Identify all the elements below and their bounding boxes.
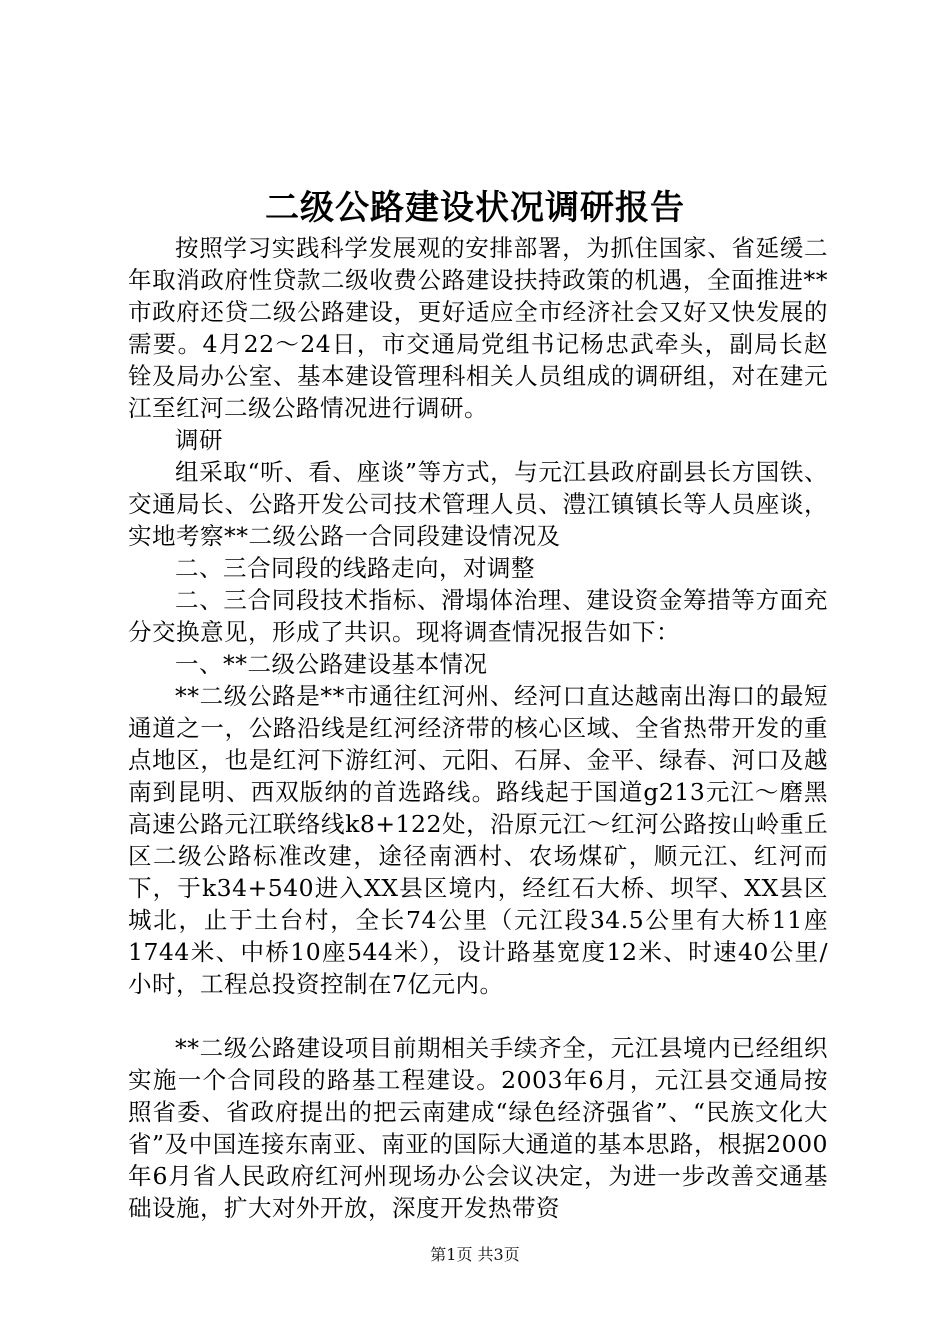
- paragraph-research-method: 组采取“听、看、座谈”等方式，与元江县政府副县长方国铁、交通局长、公路开发公司技术管理人员、澧江镇镇长等人员座谈，实地考察**二级公路一合同段建设情况及: [128, 458, 828, 550]
- paragraph-section-two-route: 二、三合同段的线路走向，对调整: [175, 554, 535, 582]
- document-title: 二级公路建设状况调研报告: [265, 188, 685, 228]
- document-body: [128, 232, 828, 1224]
- paragraph-section-two-indicators: 二、三合同段技术指标、滑塌体治理、建设资金筹措等方面充分交换意见，形成了共识。现将调查情况报告如下：: [128, 586, 828, 646]
- paragraph-road-description: **二级公路是**市通往红河州、经河口直达越南出海口的最短通道之一，公路沿线是红河经济带的核心区域、全省热带开发的重点地区，也是红河下游红河、元阳、石屏、金平、绿春、河口及越南到昆明、西双版纳的首选路线。路线起于国道g213元江～磨黑高速公路元江联络线k8+122处，沿原元江～红河公路按山岭重丘区二级公路标准改建，途径南洒村、农场煤矿，顺元江、红河而下，于k34+540进入XX县区境内，经红石大桥、坝罕、XX县区城北，止于土台村，全长74公里（元江段34.5公里有大桥11座1744米、中桥10座544米），设计路基宽度12米、时速40公里/小时，工程总投资控制在7亿元内。: [128, 682, 828, 998]
- paragraph-research: 调研: [175, 426, 223, 454]
- page-number-footer: 第1页 共3页: [430, 1245, 520, 1264]
- paragraph-project-procedures: **二级公路建设项目前期相关手续齐全，元江县境内已经组织实施一个合同段的路基工程建设。2003年6月，元江县交通局按照省委、省政府提出的把云南建成“绿色经济强省”、“民族文化大省”及中国连接东南亚、南亚的国际大通道的基本思路，根据2000年6月省人民政府红河州现场办公会议决定，为进一步改善交通基础设施，扩大对外开放，深度开发热带资: [128, 1034, 828, 1222]
- paragraph-intro: 按照学习实践科学发展观的安排部署，为抓住国家、省延缓二年取消政府性贷款二级收费公路建设扶持政策的机遇，全面推进**市政府还贷二级公路建设，更好适应全市经济社会又好又快发展的需要。4月22～24日，市交通局党组书记杨忠武牵头，副局长赵铨及局办公室、基本建设管理科相关人员组成的调研组，对在建元江至红河二级公路情况进行调研。: [128, 234, 828, 422]
- section-heading-basic-info: 一、**二级公路建设基本情况: [175, 650, 488, 678]
